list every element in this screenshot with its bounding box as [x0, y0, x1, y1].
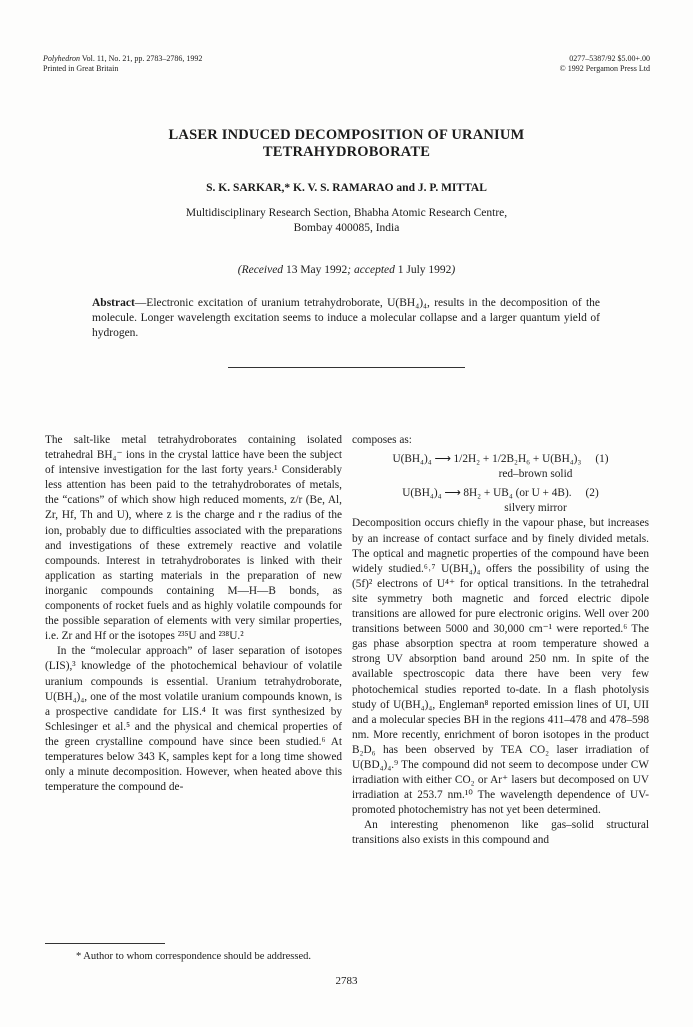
right-column	[352, 433, 649, 849]
paper-title: LASER INDUCED DECOMPOSITION OF URANIUM TETRAHYDROBORATE	[168, 127, 525, 160]
abstract-label: Abstract	[92, 297, 135, 309]
received-line: (Received 13 May 1992; accepted 1 July 1992)	[237, 264, 456, 276]
copyright: © 1992 Pergamon Press Ltd	[559, 63, 650, 73]
journal-header	[43, 54, 202, 73]
paragraph: Decomposition occurs chiefly in the vapour phase, but increases by an increase of contact surface and by finely divided metals. The optical and magnetic properties of the compound have been widely studied.⁶˒⁷ U(BH₄)₄ offers the possibility of using the (5f)² electrons of U⁴⁺ for optical transitions. In the tetrahedral site symmetry both magnetic and forced electric dipole transitions are allowed for pure electronic origins. Well over 200 transitions between 5000 and 30,000 cm⁻¹ were reported.⁶ The gas phase absorption spectra at room temperature showed a strong UV absorption band around 250 nm. In spite of the available spectroscopic data there have been very few photochemical studies reported to-date. In a flash photolysis study of U(BH₄)₄, Engleman⁸ reported emission lines of UI, UII and a molecular species BH in the regions 411–478 and 478–598 nm. More recently, enrichment of boron isotopes in the product B₂D₆ has been observed by TEA CO₂ laser irradiation of U(BD₄)₄.⁹ The compound did not seem to decompose under CW irradiation with either CO₂ or Ar⁺ lasers but decomposed on UV irradiation at 253.7 nm.¹⁰ The wavelength dependence of UV-promoted photochemistry has not yet been determined.	[352, 517, 649, 817]
equation-1: U(BH₄)₄ ⟶ 1/2H₂ + 1/2B₂H₆ + U(BH₄)₃ (1)	[352, 452, 649, 467]
abstract	[92, 296, 600, 342]
journal-name: Polyhedron	[43, 54, 81, 63]
abstract-text: —Electronic excitation of uranium tetrahydroborate, U(BH₄)₄, results in the decomposition of the molecule. Longer wavelength excitation seems to induce a molecular collapse and a larger quantum yield of hydrogen.	[92, 297, 600, 340]
equation-2: U(BH₄)₄ ⟶ 8H₂ + UB₄ (or U + 4B). (2)	[352, 486, 649, 501]
paragraph: composes as:	[352, 434, 412, 446]
authors: S. K. SARKAR,* K. V. S. RAMARAO and J. P. MITTAL	[206, 182, 487, 194]
affiliation: Multidisciplinary Research Section, Bhabha Atomic Research Centre, Bombay 400085, India	[185, 207, 508, 234]
equation-number: (2)	[585, 487, 599, 500]
equation-number: (1)	[595, 453, 609, 466]
printed-in: Printed in Great Britain	[43, 63, 119, 73]
paragraph: The salt-like metal tetrahydroborates containing isolated tetrahedral BH₄⁻ ions in the crystal lattice have been the subject of intensive investigation for the last forty years.¹ Considerably less attention has been paid to the tetrahydroborates of metals, the “cations” of which show high reduced moments, z/r (Be, Al, Zr, Hf, Th and U), where z is the charge and r the radius of the ion, probably due to difficulties associated with the preparations and investigations of these extremely reactive and volatile compounds. Interest in tetrahydroborates is linked with their application as starting materials in the preparation of new inorganic compounds containing M—H—B bonds, as components of rocket fuels and as highly volatile compounds for the possible separation of elements with very similar properties, i.e. Zr and Hf or the isotopes ²³⁵U and ²³⁸U.²	[45, 434, 342, 643]
issn-header	[560, 54, 650, 73]
footnote-rule	[45, 943, 165, 944]
equation-1-label: red–brown solid	[498, 468, 573, 481]
footnote: * Author to whom correspondence should be addressed.	[75, 951, 312, 962]
left-column	[45, 433, 342, 795]
paragraph: In the “molecular approach” of laser separation of isotopes (LIS),³ knowledge of the photochemical behaviour of volatile uranium compounds is essential. Uranium tetrahydroborate, U(BH₄)₄, one of the most volatile uranium compounds known, is a prospective candidate for LIS.⁴ It was first synthesized by Schlesinger et al.⁵ and the physical and chemical properties of the green crystalline compound have since been studied.⁶ At temperatures below 343 K, samples kept for a long time showed only a minute decomposition. However, when heated above this temperature the compound de-	[45, 645, 342, 794]
abstract-rule	[228, 367, 465, 368]
issn: 0277–5387/92 $5.00+.00	[569, 54, 650, 63]
equation-2-label: silvery mirror	[504, 502, 567, 515]
paragraph: An interesting phenomenon like gas–solid structural transitions also exists in this compound and	[352, 819, 649, 847]
page-number: 2783	[335, 975, 358, 987]
journal-citation: Vol. 11, No. 21, pp. 2783–2786, 1992	[81, 54, 203, 63]
